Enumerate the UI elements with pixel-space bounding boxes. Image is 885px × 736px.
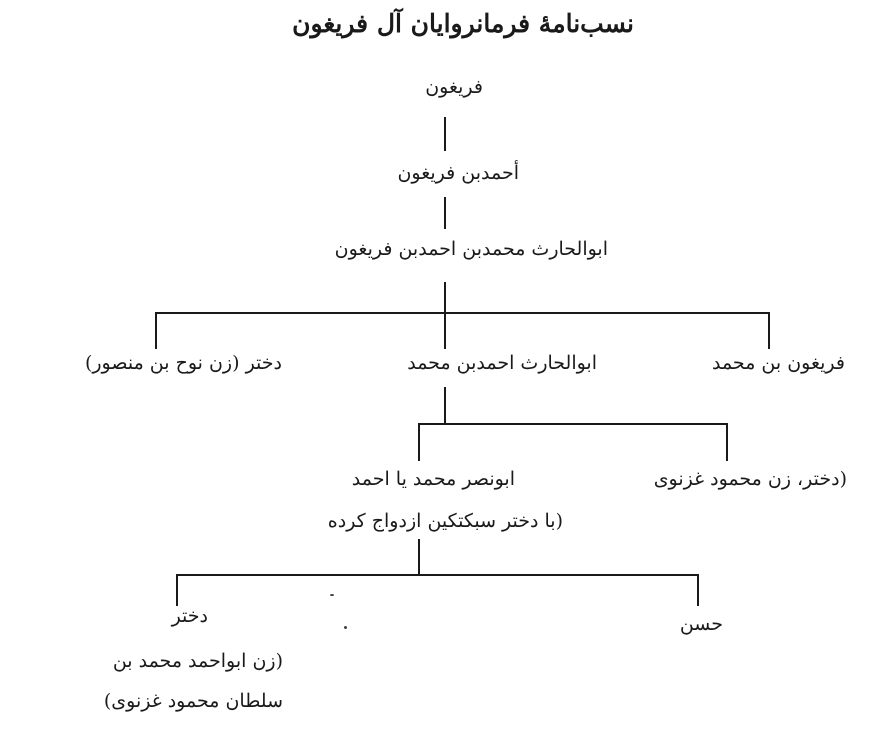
node-daughter-last: دختر — [171, 605, 208, 627]
scan-speck — [344, 626, 347, 629]
node-faryghun-bin-muhammad: فریغون بن محمد — [711, 352, 845, 374]
node-abunasr-note: (با دختر سبکتکین ازدواج کرده — [327, 510, 563, 532]
node-abunasr: ابونصر محمد یا احمد — [351, 468, 515, 490]
node-abulharith-muhammad: ابوالحارث محمدبن احمدبن فریغون — [334, 238, 608, 260]
node-abulharith-ahmad: ابوالحارث احمدبن محمد — [407, 352, 597, 374]
node-daughter-mahmud: (دختر، زن محمود غزنوی — [653, 468, 847, 490]
node-hasan: حسن — [679, 613, 723, 635]
node-daughter-last-note2: سلطان محمود غزنوی) — [103, 690, 283, 712]
scan-speck — [330, 594, 334, 596]
node-ahmad: أحمدبن فریغون — [397, 162, 519, 184]
node-daughter-last-note1: (زن ابواحمد محمد بن — [112, 650, 283, 672]
node-daughter-nuh: دختر (زن نوح بن منصور) — [84, 352, 282, 374]
diagram-title: نسب‌نامهٔ فرمانروایان آل فریغون — [292, 9, 634, 38]
node-faryghun: فریغون — [425, 76, 483, 98]
